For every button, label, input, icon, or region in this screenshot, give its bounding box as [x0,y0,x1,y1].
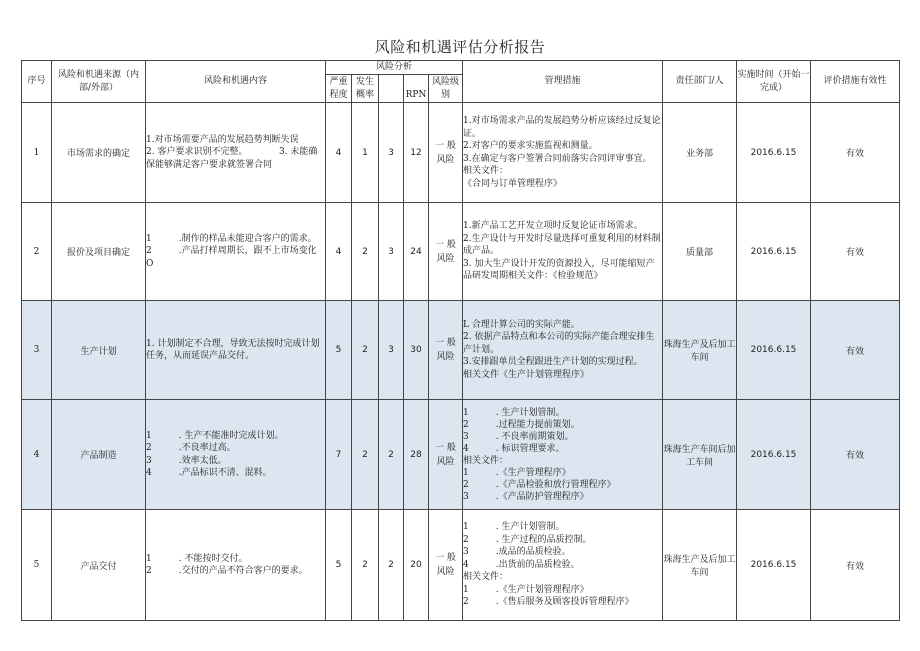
measure-line: 4 . 标识管理要求。 [463,443,565,454]
measure-line: 1.新产品工艺开发立项时反复论证市场需求。 [463,221,643,232]
measure-line: 1 .《生产计划管理程序》 [463,584,589,595]
col-header-analysis: 风险分析 [326,61,463,75]
cell-detect: 3 [379,103,404,203]
cell-evaluation: 有效 [811,510,900,621]
measure-line: 2.对客户的要求实施监视和测量。 [463,141,598,151]
cell-source: 市场需求的确定 [52,103,146,203]
col-header-occurrence: 发生概率 [352,75,379,103]
cell-seq: 1 [22,103,52,203]
cell-seq: 4 [22,400,52,510]
cell-rpn: 24 [404,203,429,301]
level-text: 一 般风险 [435,338,456,362]
cell-detect: 2 [379,510,404,621]
cell-level [429,103,463,203]
level-text: 一 般风险 [435,553,456,577]
measure-line: 3 . 不良率前期策划。 [463,431,574,442]
col-header-seq: 序号 [22,61,52,103]
table-row [22,510,900,621]
cell-seq: 3 [22,301,52,400]
cell-measures [463,203,663,301]
measure-line: 3.安排跟单员全程跟进生产计划的实现过程。 [463,357,643,368]
measure-line: 3 .成品的品质检验。 [463,547,571,558]
measure-line: 相关文件： [463,572,509,583]
cell-occurrence: 2 [352,301,379,400]
measure-line: 相关文件《生产计划管理程序》 [463,369,590,380]
measure-line: 2 . 生产过程的品质控制。 [463,534,592,545]
report-title: 风险和机遇评估分析报告 [374,38,546,56]
col-header-evaluation: 评价措施有效性 [811,61,900,103]
cell-seq: 2 [22,203,52,301]
table-row [22,103,900,203]
col-header-dept: 责任部门/人 [663,61,737,103]
content-line: 1 . 不能按时交付。 [146,553,248,564]
cell-severity: 4 [326,203,352,301]
cell-measures [463,400,663,510]
measure-line: 《合同与订单管理程序》 [463,178,563,189]
content-line: 3 .效率太低。 [146,455,227,466]
col-header-detect [379,75,404,103]
cell-evaluation: 有效 [811,400,900,510]
measure-line: 1 . 生产计划管制。 [463,522,565,533]
cell-occurrence: 2 [352,400,379,510]
level-text: 一 般风险 [435,140,456,165]
cell-time: 2016.6.15 [737,203,811,301]
content-line: 2 .产品打样周期长，跟不上市场变化 [146,246,317,257]
content-line: 1 .制作的样品未能迎合客户的需求。 [146,233,317,244]
content-line: O [146,258,154,269]
measure-line: 1 .《生产管理程序》 [463,467,571,478]
measure-line: 2 .过程能力提前策划。 [463,419,580,430]
content-line: 2 .不良率过高。 [146,443,236,453]
cell-measures [463,103,663,203]
cell-rpn: 12 [404,103,429,203]
cell-content [146,400,326,510]
cell-measures [463,510,663,621]
cell-detect: 3 [379,301,404,400]
cell-detect: 2 [379,400,404,510]
measure-line: L 合理计算公司的实际产能。 [463,319,580,330]
col-header-level: 风险级别 [429,75,463,103]
content-line: 2 .交付的产品不符合客户的要求。 [146,566,308,576]
cell-rpn: 20 [404,510,429,621]
content-line: 1.对市场需要产品的发展趋势判断失误 2. 客户要求识别不完整。 3. 未能确保能够满足客户要求就签署合同 [146,134,335,170]
cell-level [429,203,463,301]
cell-time: 2016.6.15 [737,103,811,203]
cell-occurrence: 1 [352,103,379,203]
cell-time: 2016.6.15 [737,510,811,621]
cell-time: 2016.6.15 [737,301,811,400]
cell-occurrence: 2 [352,510,379,621]
col-header-rpn: RPN [404,75,429,103]
measure-line: 2. 依据产品特点和本公司的实际产能合理安排生产计划。 [463,332,655,355]
cell-level [429,301,463,400]
measure-line: 2.生产设计与开发时尽量选择可重复利用的材料制成产品。 [463,233,661,257]
cell-detect: 3 [379,203,404,301]
col-header-measures: 管理措施 [463,61,663,103]
table-row [22,400,900,510]
cell-source: 产品交付 [52,510,146,621]
cell-dept: 珠海生产车间后加工车间 [663,400,737,510]
cell-occurrence: 2 [352,203,379,301]
cell-seq: 5 [22,510,52,621]
cell-level [429,510,463,621]
cell-evaluation: 有效 [811,203,900,301]
cell-measures [463,301,663,400]
col-header-content: 风险和机遇内容 [146,61,326,103]
cell-severity: 4 [326,103,352,203]
cell-content [146,510,326,621]
cell-level [429,400,463,510]
cell-dept: 珠海生产及后加工车间 [663,510,737,621]
measure-line: 2 .《产品检验和放行管理程序》 [463,479,616,490]
cell-rpn: 28 [404,400,429,510]
cell-evaluation: 有效 [811,301,900,400]
content-line: 1. 计划制定不合理，导致无法按时完成计划任务，从而延误产品交付。 [146,338,320,361]
measure-line: 3.在确定与客户签署合同前落实合同评审事宜。 [463,153,652,164]
risk-table [21,60,900,621]
level-text: 一 般风险 [435,239,456,264]
content-line: 1 . 生产不能准时完成计划。 [146,430,284,441]
table-row [22,203,900,301]
col-header-source: 风险和机遇来源（内部/外部） [52,61,146,103]
header-row-1 [22,61,900,75]
content-line: 4 .产品标识不清、混料。 [146,468,272,478]
level-text: 一 般风险 [435,442,456,467]
cell-dept: 业务部 [663,103,737,203]
measure-line: 相关文件： [463,455,509,466]
col-header-severity: 严重程度 [326,75,352,103]
cell-dept: 珠海生产及后加工车间 [663,301,737,400]
cell-severity: 5 [326,301,352,400]
cell-time: 2016.6.15 [737,400,811,510]
measure-line: 1 . 生产计划管制。 [463,407,565,418]
cell-content [146,301,326,400]
measure-line: 2 .《售后服务及顾客投诉管理程序》 [463,597,634,608]
cell-dept: 质量部 [663,203,737,301]
table-row [22,301,900,400]
cell-content [146,203,326,301]
measure-line: 相关文件： [463,166,509,176]
cell-source: 报价及项目确定 [52,203,146,301]
measure-line: 1.对市场需求产品的发展趋势分析应该经过反复论证。 [463,116,661,139]
col-header-time: 实施时间（开始一完成） [737,61,811,103]
measure-line: 3 .《产品防护管理程序》 [463,491,589,502]
cell-evaluation: 有效 [811,103,900,203]
cell-source: 产品制造 [52,400,146,510]
cell-content [146,103,335,203]
measure-line: 3. 加大生产设计开发的资源投入，尽可能缩短产品研发周期相关文件：《检验规范》 [463,258,655,282]
cell-source: 生产计划 [52,301,146,400]
cell-severity: 5 [326,510,352,621]
measure-line: 4 .出货前的品质检验。 [463,559,580,570]
cell-severity: 7 [326,400,352,510]
cell-rpn: 30 [404,301,429,400]
